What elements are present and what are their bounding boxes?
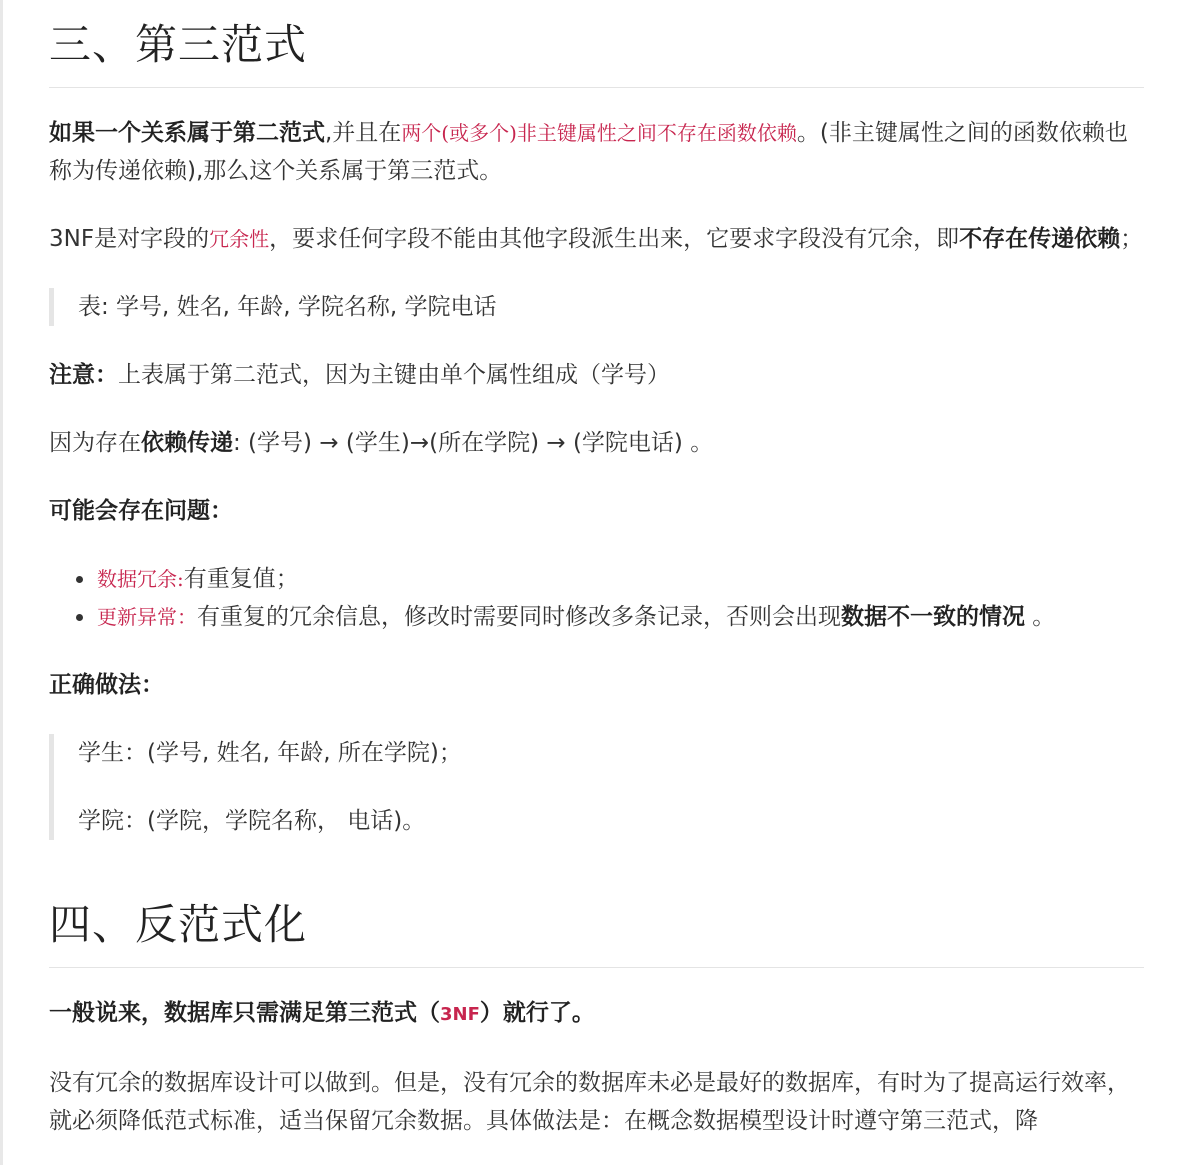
text: ，要求任何字段不能由其他字段派生出来，它要求字段没有冗余，即	[269, 226, 960, 252]
text: 。(非主键属性之间的函数依赖也称为传递依赖),那么这个关系属于第三范式。	[49, 120, 1128, 184]
inline-code: 冗余性	[209, 227, 270, 251]
bold-text: 一般说来，数据库只需满足第三范式（	[49, 1000, 440, 1026]
section-3-paragraph-1	[49, 114, 1144, 190]
section-4-heading: 四、反范式化	[49, 880, 1144, 968]
problems-list	[49, 560, 1144, 636]
bold-text: 数据不一致的情况	[841, 604, 1025, 630]
dependency-paragraph	[49, 424, 1144, 462]
inline-code: 数据冗余:	[97, 567, 184, 591]
solution-blockquote	[49, 734, 1144, 840]
text: ；	[1120, 226, 1144, 252]
bold-text: 如果一个关系属于第二范式	[49, 120, 325, 146]
text: 。	[1025, 604, 1056, 630]
solution-line: 学院：(学院，学院名称， 电话)。	[78, 808, 426, 834]
quote-text: 表: 学号, 姓名, 年龄, 学院名称, 学院电话	[78, 294, 497, 320]
page-edge	[0, 0, 3, 1165]
bold-text: 可能会存在问题：	[49, 498, 233, 524]
bold-text: 依赖传递	[141, 430, 233, 456]
inline-code: 更新异常：	[97, 605, 197, 629]
note-label: 注意：	[49, 362, 118, 388]
bold-text: 正确做法：	[49, 672, 164, 698]
text: 有重复值；	[183, 566, 299, 592]
section-3-heading: 三、第三范式	[49, 0, 1144, 88]
inline-code: 两个(或多个)非主键属性之间不存在函数依赖	[401, 121, 797, 145]
section-4-paragraph-1	[49, 994, 1144, 1034]
note-text: 上表属于第二范式，因为主键由单个属性组成（学号）	[118, 362, 670, 388]
note-paragraph	[49, 356, 1144, 394]
bold-text: 不存在传递依赖	[959, 226, 1121, 252]
text: 因为存在	[49, 430, 141, 456]
text: ,并且在	[325, 120, 402, 146]
solution-heading	[49, 666, 1144, 704]
text: : (学号) → (学生)→(所在学院) → (学院电话) 。	[233, 430, 714, 456]
bold-text: ）就行了。	[479, 1000, 595, 1026]
text: 有重复的冗余信息，修改时需要同时修改多条记录，否则会出现	[197, 604, 841, 630]
section-3-paragraph-2	[49, 220, 1144, 258]
section-4-paragraph-2: 没有冗余的数据库设计可以做到。但是，没有冗余的数据库未必是最好的数据库，有时为了提高运行效率，就必须降低范式标准，适当保留冗余数据。具体做法是：在概念数据模型设计时遵守第三范式，降	[49, 1070, 1130, 1134]
problems-heading	[49, 492, 1144, 530]
table-blockquote	[49, 288, 1144, 326]
list-item	[49, 560, 1144, 598]
inline-code: 3NF	[440, 1004, 480, 1025]
text: 3NF是对字段的	[49, 226, 210, 252]
solution-line: 学生：(学号, 姓名, 年龄, 所在学院)；	[78, 740, 462, 766]
article-content	[49, 0, 1144, 1140]
list-item	[49, 598, 1144, 636]
